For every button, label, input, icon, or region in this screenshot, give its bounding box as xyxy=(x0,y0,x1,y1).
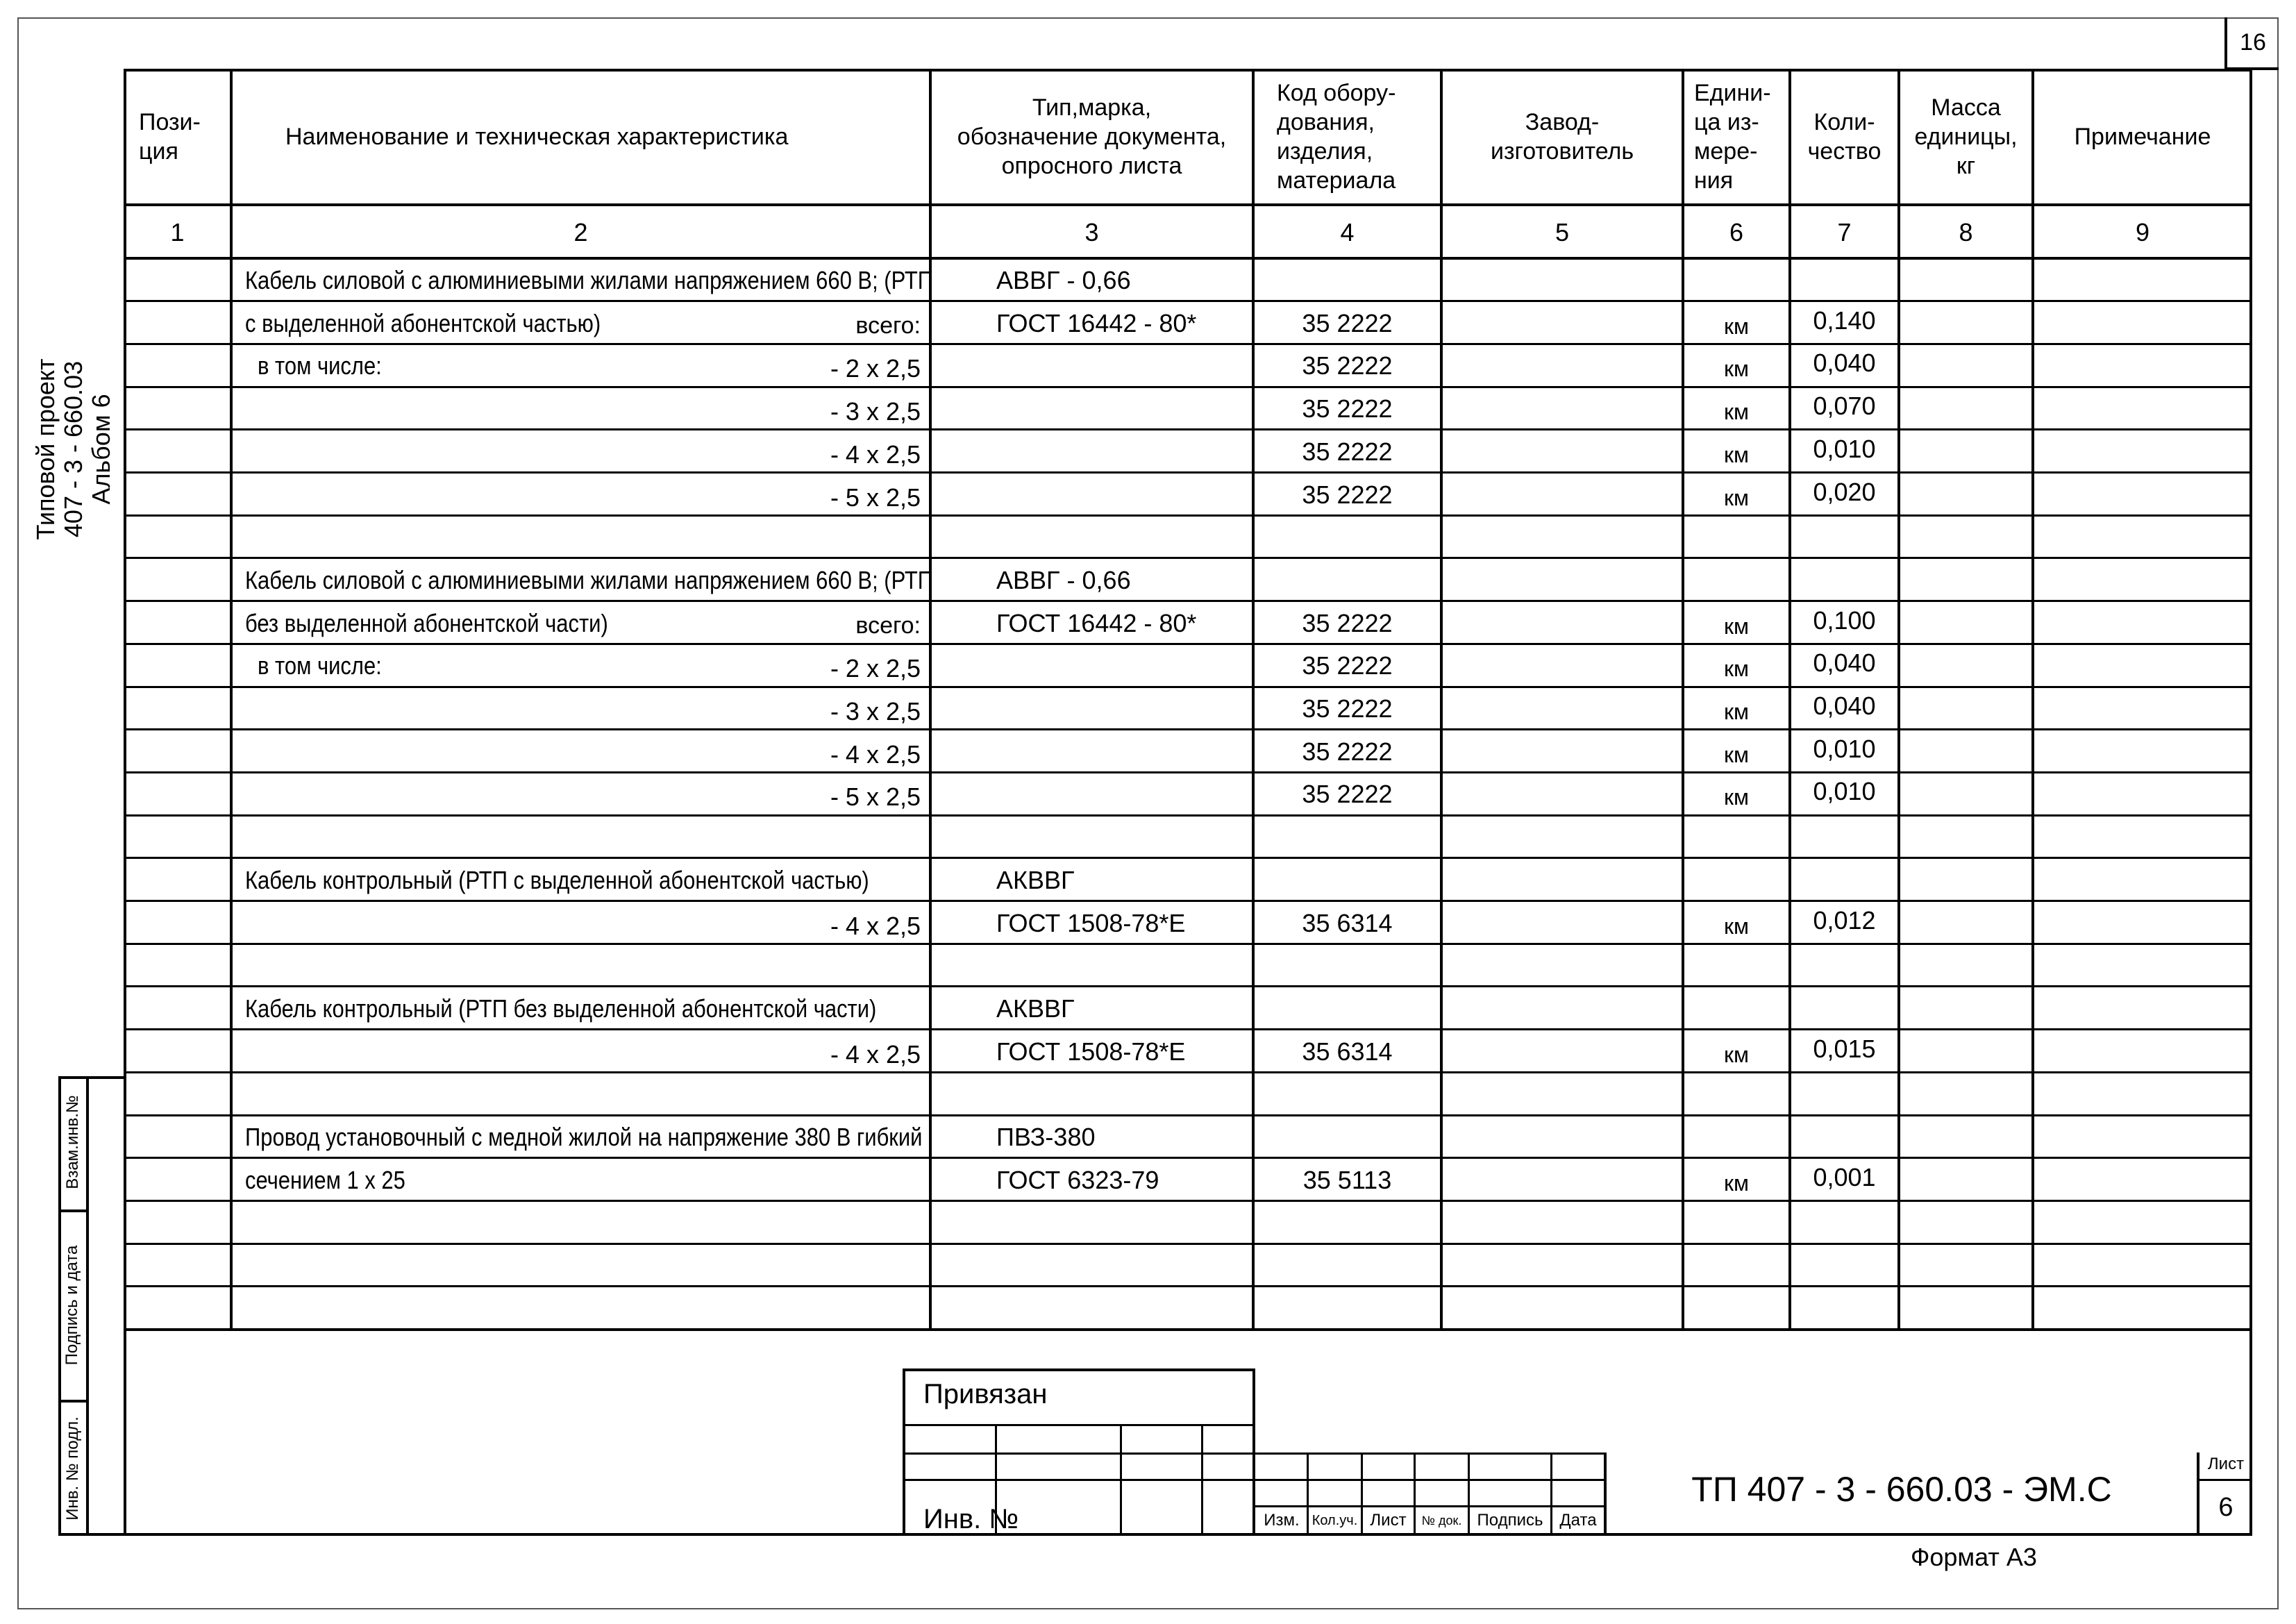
row-name: в том числе: xyxy=(258,651,382,680)
row-name: Кабель контрольный (РТП без выделенной абонентской части) xyxy=(245,994,877,1023)
column-header-line: кг xyxy=(1956,153,1976,179)
side-stamp-line3: Альбом 6 xyxy=(87,394,115,505)
row-name-right: - 2 х 2,5 xyxy=(830,654,921,683)
row-code: 35 2222 xyxy=(1302,608,1393,637)
header-divider xyxy=(124,203,2252,206)
sheet-number: 6 xyxy=(2218,1493,2234,1522)
row-divider xyxy=(124,643,2252,645)
row-divider xyxy=(124,1328,2252,1331)
column-header-2 xyxy=(285,122,984,151)
column-header-line: мере- xyxy=(1694,138,1758,165)
row-divider xyxy=(124,1157,2252,1159)
row-type: ПВЗ-380 xyxy=(996,1123,1096,1151)
column-header-1 xyxy=(139,108,246,166)
column-header-7 xyxy=(1790,108,1899,166)
row-name-right: - 4 х 2,5 xyxy=(830,911,921,940)
row-name-right: - 2 х 2,5 xyxy=(830,354,921,383)
row-code: 35 2222 xyxy=(1302,737,1393,766)
column-header-line: материала xyxy=(1277,167,1396,194)
row-quantity: 0,001 xyxy=(1813,1162,1876,1191)
row-type: АВВГ - 0,66 xyxy=(996,266,1131,294)
row-type: АКВВГ xyxy=(996,994,1075,1023)
row-name-right: - 4 х 2,5 xyxy=(830,440,921,469)
row-unit: км xyxy=(1724,913,1749,939)
left-margin-divider xyxy=(86,1076,89,1536)
row-name: сечением 1 х 25 xyxy=(245,1165,405,1194)
row-type: ГОСТ 6323-79 xyxy=(996,1165,1159,1194)
row-unit: км xyxy=(1724,313,1749,339)
column-header-line: Едини- xyxy=(1694,80,1771,106)
row-type: ГОСТ 1508-78*Е xyxy=(996,1037,1186,1066)
column-header-6 xyxy=(1694,78,1801,195)
left-margin-inv: Инв. № подл. xyxy=(63,1416,82,1521)
row-quantity: 0,010 xyxy=(1813,777,1876,806)
row-divider xyxy=(124,900,2252,902)
row-unit: км xyxy=(1724,1041,1749,1067)
row-quantity: 0,040 xyxy=(1813,692,1876,720)
inv-no-label: Инв. № xyxy=(923,1504,1019,1534)
row-name: Кабель контрольный (РТП с выделенной абонентской частью) xyxy=(245,865,869,894)
row-unit: км xyxy=(1724,742,1749,767)
row-name-right: всего: xyxy=(855,312,921,339)
row-type: ГОСТ 16442 - 80* xyxy=(996,608,1197,637)
row-name-right: - 3 х 2,5 xyxy=(830,697,921,726)
row-name: с выделенной абонентской частью) xyxy=(245,308,601,337)
row-type: АКВВГ xyxy=(996,865,1075,894)
row-divider xyxy=(124,386,2252,388)
column-number-8: 8 xyxy=(1959,218,1973,246)
column-header-line: опросного листа xyxy=(1001,153,1182,179)
column-header-line: изделия, xyxy=(1277,138,1373,165)
row-name-right: - 3 х 2,5 xyxy=(830,397,921,426)
column-number-3: 3 xyxy=(1084,218,1099,246)
column-header-line: Код обору- xyxy=(1277,80,1396,106)
row-code: 35 2222 xyxy=(1302,694,1393,723)
row-divider xyxy=(124,1243,2252,1245)
row-divider xyxy=(124,300,2252,302)
row-divider xyxy=(124,814,2252,817)
row-code: 35 2222 xyxy=(1302,780,1393,809)
column-header-line: чество xyxy=(1807,138,1882,165)
column-header-line: Пози- xyxy=(139,109,201,135)
side-stamp xyxy=(32,324,122,574)
row-name-right: - 4 х 2,5 xyxy=(830,1039,921,1069)
column-header-8 xyxy=(1899,93,2033,181)
row-unit: км xyxy=(1724,399,1749,425)
row-quantity: 0,012 xyxy=(1813,905,1876,935)
rev-kol-uch: Кол.уч. xyxy=(1312,1513,1358,1528)
row-quantity: 0,040 xyxy=(1813,648,1876,678)
format-label: Формат А3 xyxy=(1911,1543,2037,1571)
row-type: ГОСТ 1508-78*Е xyxy=(996,908,1186,937)
row-divider xyxy=(124,1114,2252,1116)
column-header-3 xyxy=(930,93,1253,181)
rev-data: Дата xyxy=(1559,1511,1597,1530)
column-header-line: обозначение документа, xyxy=(957,124,1227,150)
row-unit: км xyxy=(1724,699,1749,724)
column-number-7: 7 xyxy=(1837,218,1852,246)
row-code: 35 2222 xyxy=(1302,351,1393,380)
top-sheet-number: 16 xyxy=(2240,29,2266,56)
row-name: без выделенной абонентской части) xyxy=(245,608,608,637)
column-header-line: изготовитель xyxy=(1490,138,1634,165)
row-divider xyxy=(124,1071,2252,1073)
column-number-1: 1 xyxy=(170,218,185,246)
column-number-5: 5 xyxy=(1555,218,1570,246)
row-code: 35 2222 xyxy=(1302,480,1393,509)
row-unit: км xyxy=(1724,442,1749,467)
row-quantity: 0,020 xyxy=(1813,477,1876,506)
privyazan-vline2 xyxy=(1120,1424,1122,1536)
column-header-line: ция xyxy=(139,138,178,165)
side-stamp-line1: Типовой проект xyxy=(31,358,60,540)
rev-podpis: Подпись xyxy=(1477,1511,1543,1530)
row-divider xyxy=(124,1285,2252,1287)
sheet-label: Лист xyxy=(2207,1455,2245,1473)
column-header-4 xyxy=(1277,78,1465,195)
column-header-line: Масса xyxy=(1931,94,2001,121)
row-quantity: 0,010 xyxy=(1813,734,1876,763)
row-quantity: 0,140 xyxy=(1813,305,1876,335)
row-divider xyxy=(124,857,2252,859)
row-type: ГОСТ 16442 - 80* xyxy=(996,308,1197,337)
row-name: Кабель силовой с алюминиевыми жилами напряжением 660 В; (РТП xyxy=(245,266,934,294)
row-name-right: - 5 х 2,5 xyxy=(830,782,921,812)
row-code: 35 2222 xyxy=(1302,437,1393,466)
column-header-line: Завод- xyxy=(1525,109,1600,135)
column-header-5 xyxy=(1441,108,1683,166)
document-designation: ТП 407 - 3 - 660.03 - ЭМ.С xyxy=(1691,1470,2112,1509)
row-divider xyxy=(124,1200,2252,1202)
row-unit: км xyxy=(1724,656,1749,682)
column-header-line: Коли- xyxy=(1813,109,1875,135)
row-quantity: 0,040 xyxy=(1813,349,1876,378)
left-margin-vzam: Взам.инв.№ xyxy=(63,1095,82,1189)
column-number-2: 2 xyxy=(573,218,588,246)
row-name-right: - 5 х 2,5 xyxy=(830,483,921,512)
row-code: 35 2222 xyxy=(1302,651,1393,680)
row-quantity: 0,070 xyxy=(1813,392,1876,421)
privyazan-vline3 xyxy=(1201,1424,1203,1536)
row-divider xyxy=(124,728,2252,730)
number-row-divider xyxy=(124,257,2252,260)
row-name-right: - 4 х 2,5 xyxy=(830,739,921,769)
row-code: 35 2222 xyxy=(1302,308,1393,337)
row-divider xyxy=(124,943,2252,945)
row-divider xyxy=(124,428,2252,430)
row-divider xyxy=(124,1028,2252,1030)
row-divider xyxy=(124,600,2252,602)
row-divider xyxy=(124,557,2252,559)
column-header-9 xyxy=(2033,122,2252,151)
row-divider xyxy=(124,771,2252,773)
column-header-line: Тип,марка, xyxy=(1032,94,1152,121)
row-divider xyxy=(124,985,2252,987)
row-name: Провод установочный с медной жилой на напряжение 380 В гибкий xyxy=(245,1123,923,1151)
privyazan-label: Привязан xyxy=(923,1379,1048,1409)
row-name: в том числе: xyxy=(258,351,382,380)
row-quantity: 0,010 xyxy=(1813,434,1876,463)
column-number-9: 9 xyxy=(2135,218,2150,246)
row-divider xyxy=(124,471,2252,474)
row-divider xyxy=(124,343,2252,345)
rev-list: Лист xyxy=(1370,1511,1407,1530)
column-header-line: Примечание xyxy=(2074,124,2211,150)
column-header-line: единицы, xyxy=(1914,124,2018,150)
row-code: 35 6314 xyxy=(1302,908,1393,937)
row-code: 35 6314 xyxy=(1302,1037,1393,1066)
row-divider xyxy=(124,686,2252,688)
column-header-line: Наименование и техническая характеристика xyxy=(285,124,789,150)
sheet-box-sep xyxy=(2197,1479,2252,1481)
side-stamp-line2: 407 - 3 - 660.03 xyxy=(59,360,87,538)
column-number-6: 6 xyxy=(1729,218,1744,246)
row-unit: км xyxy=(1724,485,1749,510)
left-margin-podpis: Подпись и дата xyxy=(62,1245,81,1366)
row-code: 35 2222 xyxy=(1302,394,1393,424)
rev-izm: Изм. xyxy=(1264,1511,1300,1530)
row-code: 35 5113 xyxy=(1302,1165,1392,1194)
row-name: Кабель силовой с алюминиевыми жилами напряжением 660 В; (РТП xyxy=(245,565,934,594)
column-header-line: ца из- xyxy=(1694,109,1759,135)
row-quantity: 0,100 xyxy=(1813,605,1876,635)
row-quantity: 0,015 xyxy=(1813,1034,1876,1063)
column-number-4: 4 xyxy=(1340,218,1355,246)
row-type: АВВГ - 0,66 xyxy=(996,565,1131,594)
rev-n-dok: № док. xyxy=(1421,1514,1462,1527)
row-unit: км xyxy=(1724,1170,1749,1196)
row-unit: км xyxy=(1724,356,1749,382)
row-divider xyxy=(124,514,2252,517)
column-header-line: ния xyxy=(1694,167,1734,194)
column-header-line: дования, xyxy=(1277,109,1375,135)
row-unit: км xyxy=(1724,785,1749,810)
row-unit: км xyxy=(1724,613,1749,639)
row-name-right: всего: xyxy=(855,612,921,639)
